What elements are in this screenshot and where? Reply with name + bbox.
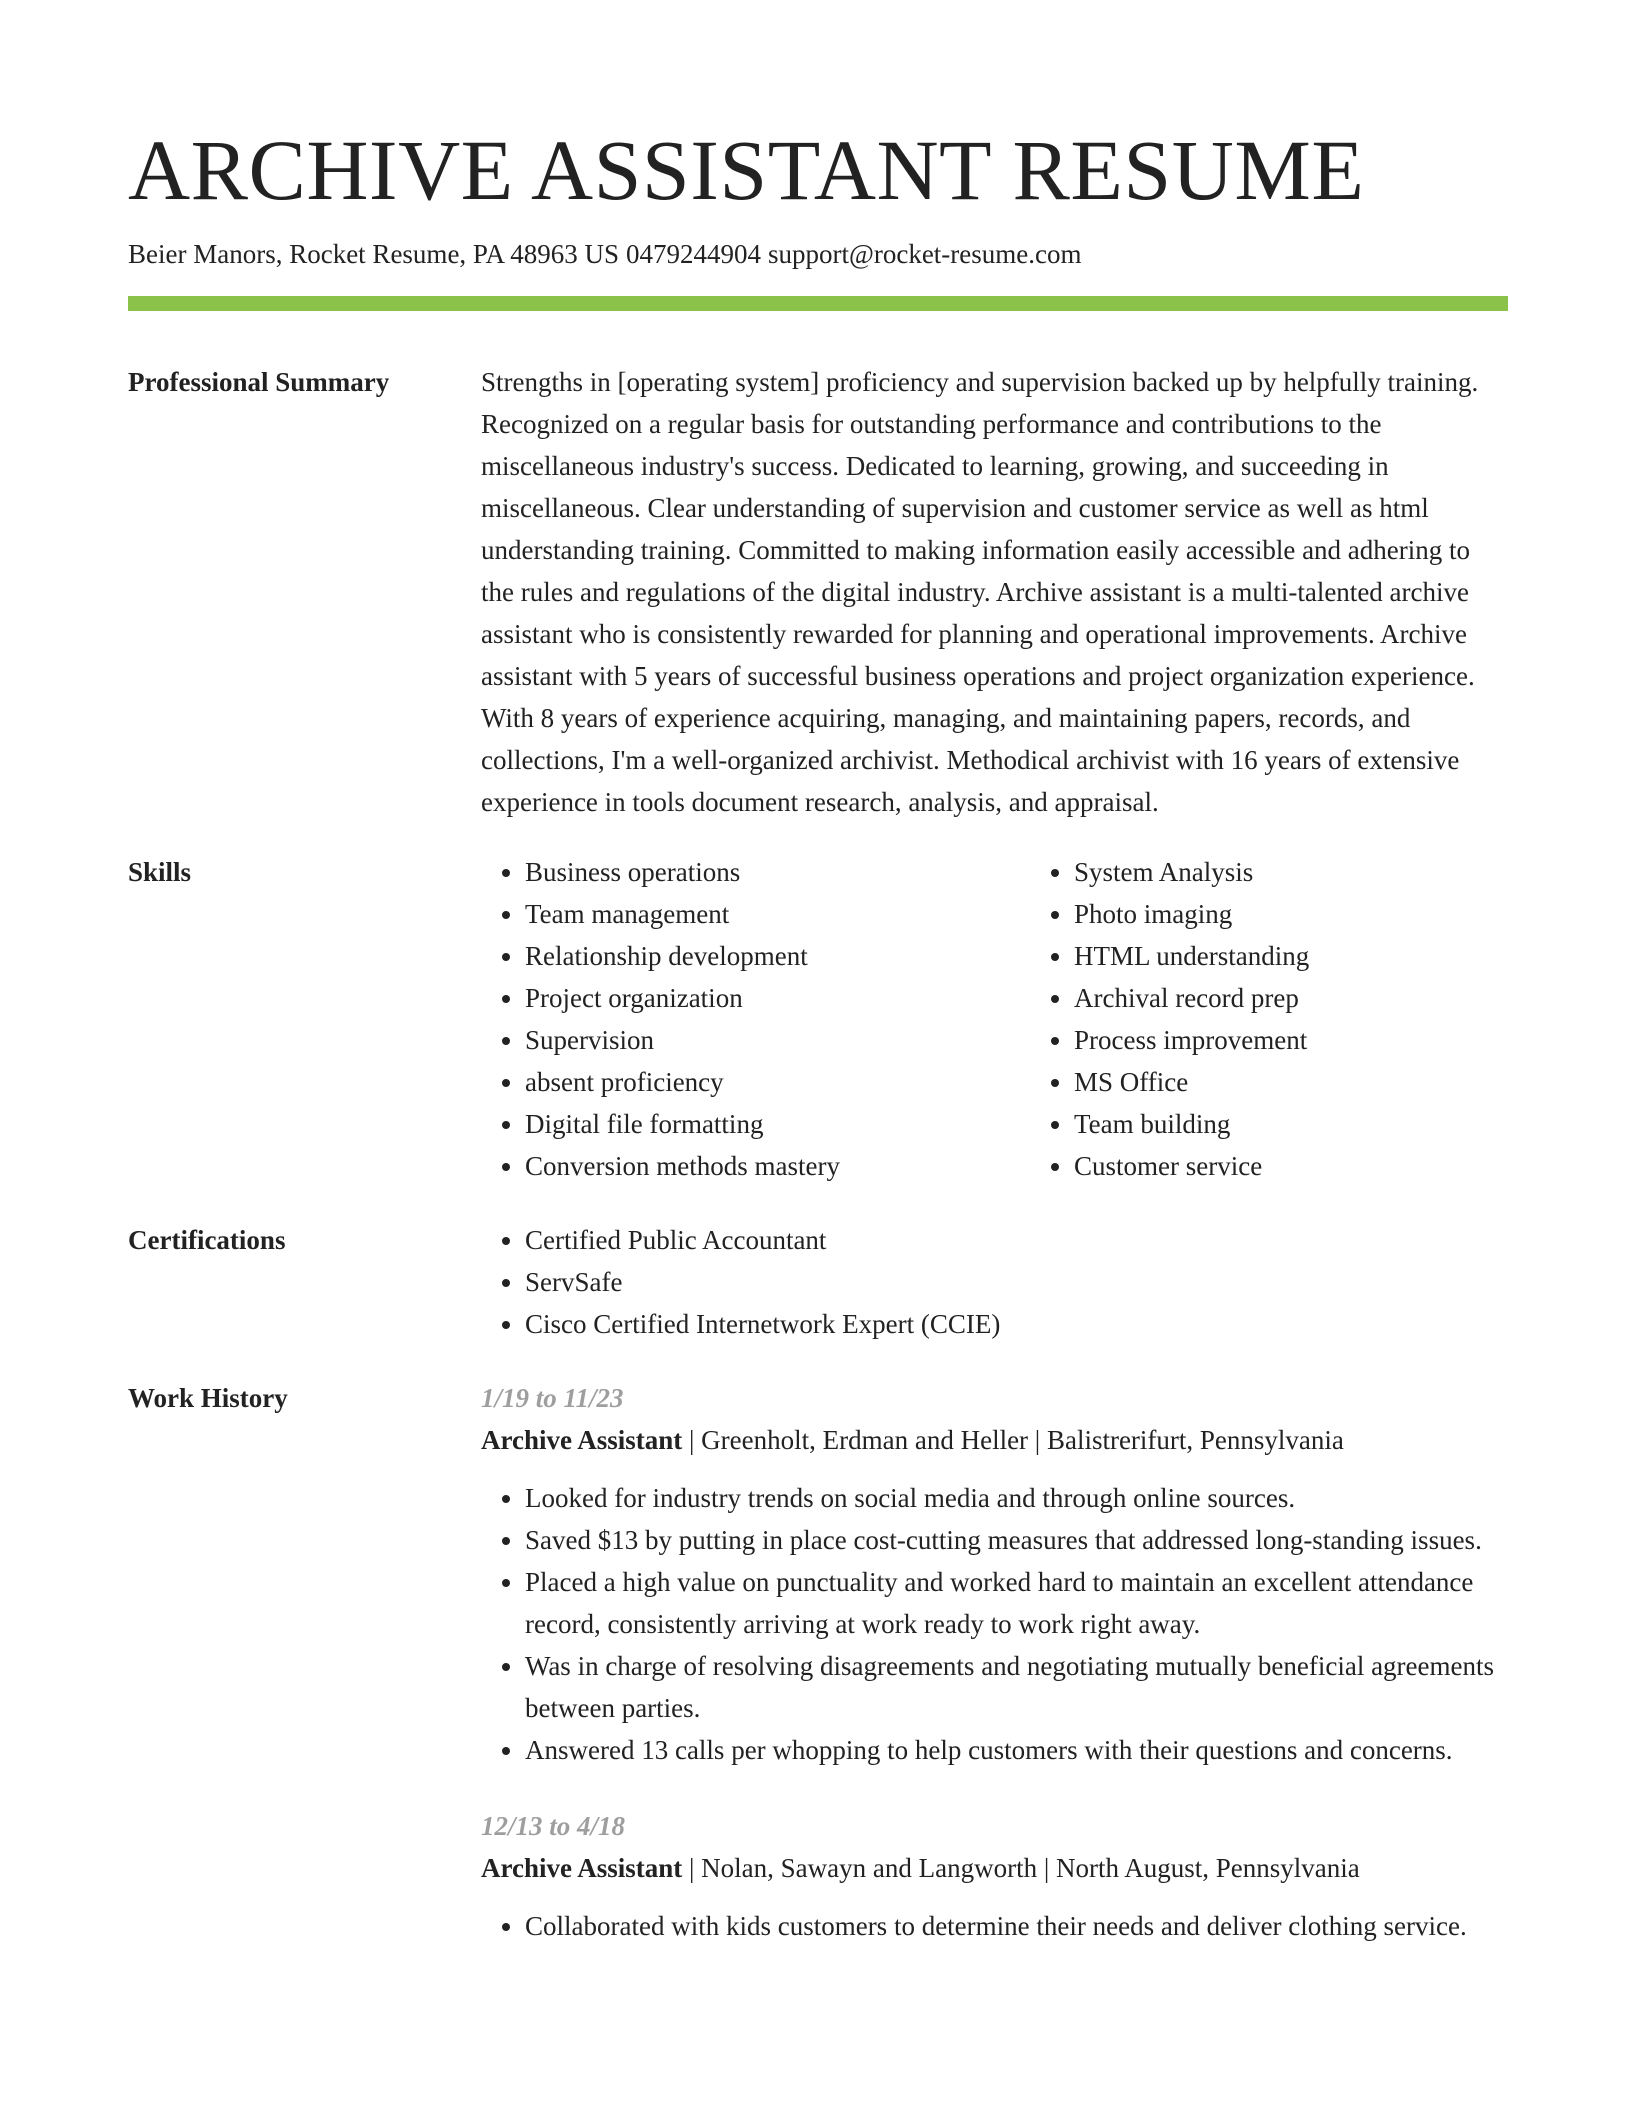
job-location: North August, Pennsylvania [1056,1853,1360,1883]
skill-item: • Team building [1074,1103,1508,1145]
contact-phone: 0479244904 [625,239,761,269]
job-header: Archive Assistant | Greenholt, Erdman and Heller | Balistrerifurt, Pennsylvania [481,1425,1344,1455]
skills-heading: Skills [128,857,192,887]
skill-item: • Project organization [525,977,1030,1019]
job-company: Nolan, Sawayn and Langworth [701,1853,1038,1883]
certifications-heading: Certifications [128,1225,286,1255]
skills-list-right [1030,851,1508,1187]
job-dates: 12/13 to 4/18 [481,1811,626,1841]
job-entry [481,1805,1508,1947]
job-location: Balistrerifurt, Pennsylvania [1046,1425,1344,1455]
job-header: Archive Assistant | Nolan, Sawayn and Langworth | North August, Pennsylvania [481,1853,1360,1883]
skill-item: • HTML understanding [1074,935,1508,977]
skill-item: • Process improvement [1074,1019,1508,1061]
job-dates: 1/19 to 11/23 [481,1383,624,1413]
skill-item: • Photo imaging [1074,893,1508,935]
skill-item: • Business operations [525,851,1030,893]
skill-item: • Conversion methods mastery [525,1145,1030,1187]
job-duties-list [481,1477,1508,1771]
work-history-heading: Work History [128,1383,288,1413]
skills-section [128,851,1508,1187]
job-duty-item: • Placed a high value on punctuality and worked hard to maintain an excellent attendance record, consistently arriving at work ready to work right away. [525,1561,1508,1645]
job-company: Greenholt, Erdman and Heller [701,1425,1029,1455]
summary-heading: Professional Summary [128,367,390,397]
contact-address: Beier Manors, Rocket Resume, PA 48963 US [128,239,619,269]
resume-page [128,0,1508,1947]
skill-item: • Relationship development [525,935,1030,977]
summary-text: Strengths in [operating system] proficiency and supervision backed up by helpfully training. Recognized on a regular basis for outstanding performance and contributions to the miscellaneous industry's success. Dedicated to learning, growing, and succeeding in miscellaneous. Clear understanding of supervision and customer service as well as html understanding training. Committed to making information easily accessible and adhering to the rules and regulations of the digital industry. Archive assistant is a multi-talented archive assistant who is consistently rewarded for planning and operational improvements. Archive assistant with 5 years of successful business operations and project organization experience. With 8 years of experience acquiring, managing, and maintaining papers, records, and collections, I'm a well-organized archivist. Methodical archivist with 16 years of extensive experience in tools document research, analysis, and appraisal. [481,367,1479,817]
skill-item: • Digital file formatting [525,1103,1030,1145]
summary-section [128,361,1508,823]
certification-item: • Cisco Certified Internetwork Expert (CCIE) [525,1303,1508,1345]
job-duty-item: • Answered 13 calls per whopping to help customers with their questions and concerns. [525,1729,1508,1771]
job-duties-list [481,1905,1508,1947]
job-title: Archive Assistant [481,1853,683,1883]
resume-title: ARCHIVE ASSISTANT RESUME [128,122,1365,218]
certification-item: • ServSafe [525,1261,1508,1303]
job-entry [481,1377,1508,1771]
certifications-section [128,1219,1508,1345]
skill-item: • absent proficiency [525,1061,1030,1103]
job-duty-item: • Was in charge of resolving disagreements and negotiating mutually beneficial agreements between parties. [525,1645,1508,1729]
skill-item: • Customer service [1074,1145,1508,1187]
certifications-list [481,1219,1508,1345]
job-title: Archive Assistant [481,1425,683,1455]
job-duty-item: • Looked for industry trends on social media and through online sources. [525,1477,1508,1519]
skills-list-left [481,851,1030,1187]
job-duty-item: • Collaborated with kids customers to determine their needs and deliver clothing service. [525,1905,1508,1947]
skill-item: • System Analysis [1074,851,1508,893]
skill-item: • MS Office [1074,1061,1508,1103]
work-history-section [128,1377,1508,1947]
skill-item: • Supervision [525,1019,1030,1061]
skill-item: • Archival record prep [1074,977,1508,1019]
contact-line [128,238,1508,270]
skill-item: • Team management [525,893,1030,935]
contact-email: support@rocket-resume.com [767,239,1082,269]
header-divider [128,296,1508,311]
job-duty-item: • Saved $13 by putting in place cost-cutting measures that addressed long-standing issues. [525,1519,1508,1561]
certification-item: • Certified Public Accountant [525,1219,1508,1261]
